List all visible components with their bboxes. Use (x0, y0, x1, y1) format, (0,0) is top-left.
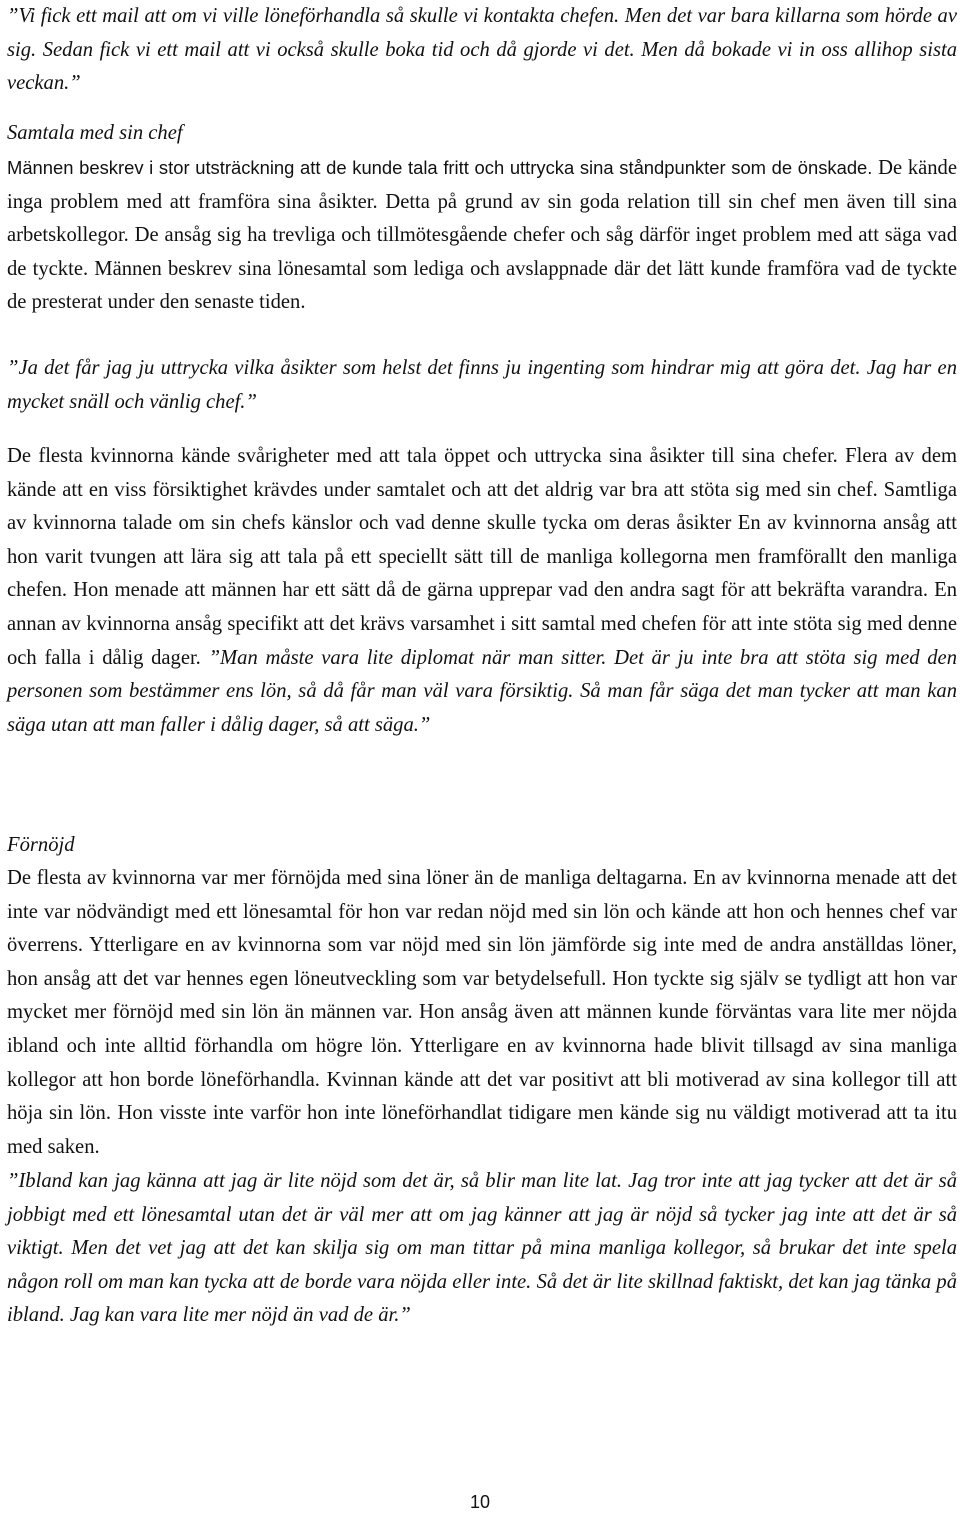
paragraph-men-chef (7, 151, 957, 320)
paragraph-fornojd: De flesta av kvinnorna var mer förnöjda med sina löner än de manliga deltagarna. En av kvinnorna menade att det inte var nödvändigt med ett lönesamtal för hon var redan nöjd med sin lön och kände att hon och hennes chef var överrens. Ytterligare en av kvinnorna som var nöjd med sin lön jämförde sig inte med de andra anställdas löner, hon ansåg att det var hennes egen löneutveckling som var betydelsefull. Hon tyckte sig själv se tydligt att hon var mycket mer förnöjd med sin lön än männen var. Hon ansåg även att männen kunde förväntas vara lite mer nöjda ibland och inte alltid förhandla om högre lön. Ytterligare en av kvinnorna hade blivit tillsagd av sina manliga kollegor att hon borde löneförhandla. Kvinnan kände att det var positivt att bli motiverad av sina kollegor till att höja sin lön. Hon visste inte varför hon inte löneförhandlat tidigare men kände sig nu väldigt motiverad att ta itu med saken. (7, 867, 957, 1158)
paragraph-women-chef (7, 440, 957, 742)
interview-quote-1: ”Vi fick ett mail att om vi ville löneförhandla så skulle vi kontakta chefen. Men det var bara killarna som hörde av sig. Sedan fick vi ett mail att vi också skulle boka tid och då gjorde vi det. Men då bokade vi in oss allihop sista veckan.” (7, 5, 957, 95)
section-heading-samtala: Samtala med sin chef (7, 122, 183, 144)
interview-quote-diplomat: ”Man måste vara lite diplomat när man sitter. Det är ju inte bra att stöta sig med den personen som bestämmer ens lön, så då får man väl vara försiktig. Så man får säga det man tycker att man kan säga utan att man faller i dålig dager, så att säga.” (7, 646, 957, 736)
interview-quote-2: ”Ja det får jag ju uttrycka vilka åsikter som helst det finns ju ingenting som hindrar mig att göra det. Jag har en mycket snäll och vänlig chef.” (7, 357, 957, 413)
paragraph-men-chef-rest: De kände inga problem med att framföra sina åsikter. Detta på grund av sin goda relation till sin chef men även till sina arbetskollegor. De ansåg sig ha trevliga och tillmötesgående chefer och såg därför inget problem med att säga vad de tyckte. Männen beskrev sina lönesamtal som lediga och avslappnade där det lätt kunde framföra vad de tyckte de presterat under den senaste tiden. (7, 157, 957, 314)
page-number: 10 (469, 1492, 491, 1512)
interview-quote-3: ”Ibland kan jag känna att jag är lite nöjd som det är, så blir man lite lat. Jag tror inte att jag tycker att det är så jobbigt med ett lönesamtal utan det är väl mer att om jag känner att jag är nöjd så tycker jag inte att det är så viktigt. Men det vet jag att det kan skilja sig om man tittar på mina manliga kollegor, så brukar det inte spela någon roll om man kan tycka att de borde vara nöjda eller inte. Så det är lite skillnad faktiskt, det kan jag tänka på ibland. Jag kan vara lite mer nöjd än vad de är.” (7, 1170, 957, 1327)
paragraph-women-chef-text: De flesta kvinnorna kände svårigheter med att tala öppet och uttrycka sina åsikter till sina chefer. Flera av dem kände att en viss försiktighet krävdes under samtalet och att det aldrig var bra att stöta sig med sin chef. Samtliga av kvinnorna talade om sin chefs känslor och vad denne skulle tycka om deras åsikter En av kvinnorna ansåg att hon varit tvungen att lära sig att tala på ett speciellt sätt till de manliga kollegorna men framförallt den manliga chefen. Hon menade att männen har ett sätt då de gärna upprepar vad den andra sagt för att bekräfta varandra. En annan av kvinnorna ansåg specifikt att det krävs varsamhet i sitt samtal med chefen för att inte stöta sig med denne och falla i dålig dager. (7, 445, 957, 669)
section-heading-fornojd: Förnöjd (7, 834, 75, 856)
paragraph-men-chef-sans: Männen beskrev i stor utsträckning att de kunde tala fritt och uttrycka sina ståndpunkter som de önskade. (7, 157, 873, 178)
